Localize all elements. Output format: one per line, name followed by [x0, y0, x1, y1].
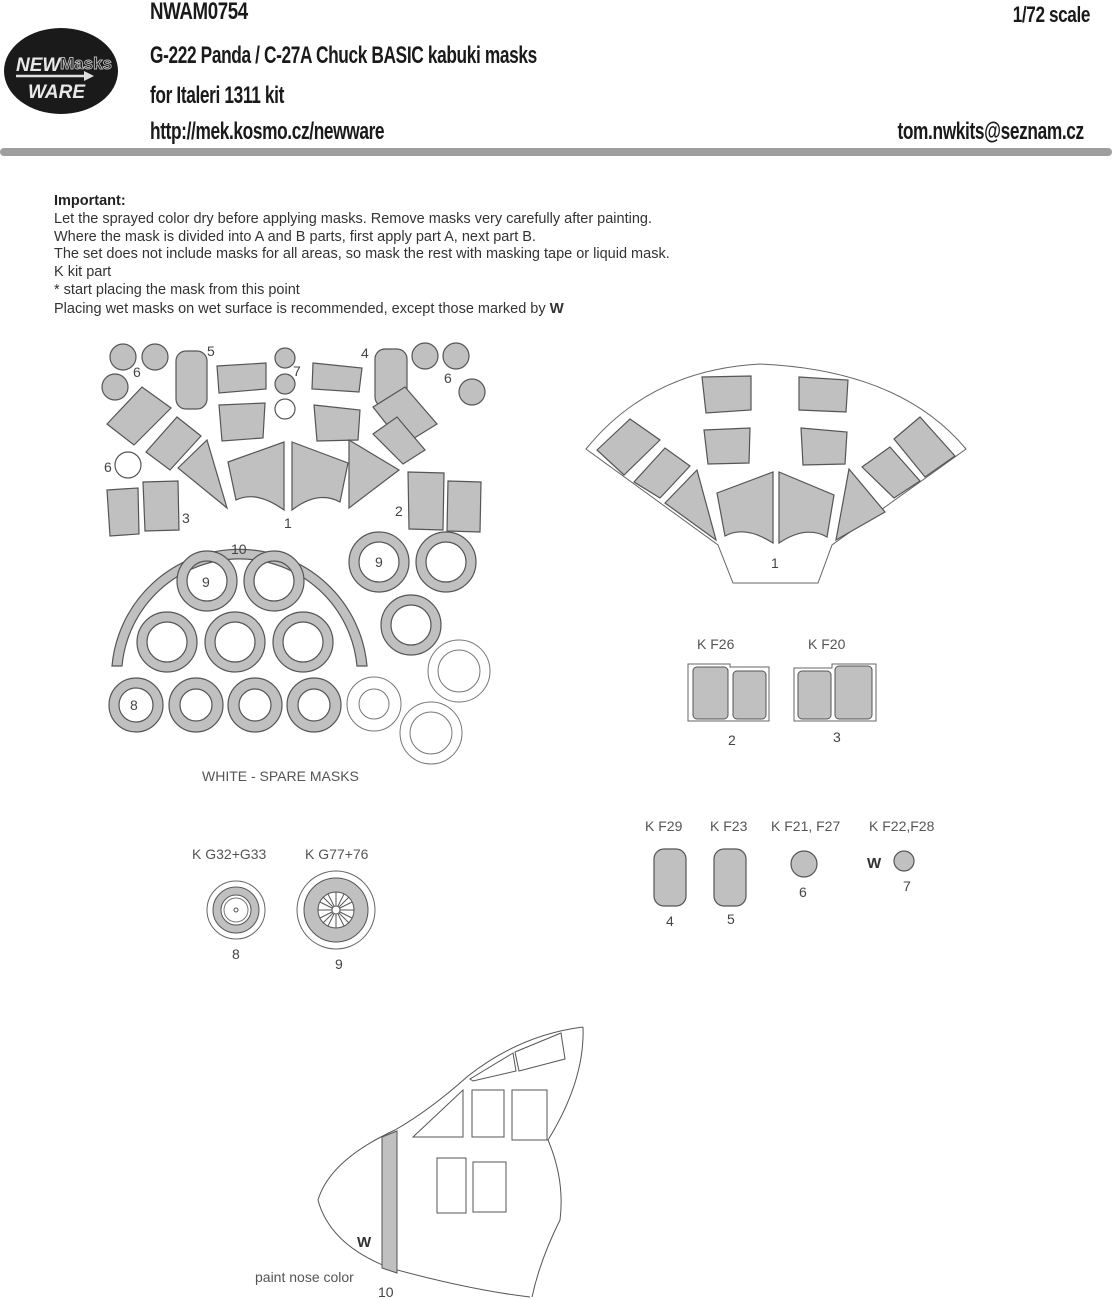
- kit-label-f23: K F23: [710, 818, 748, 834]
- mask-number-3: 3: [182, 510, 190, 526]
- note-line: The set does not include masks for all areas, so mask the rest with masking tape or liquid mask.: [54, 246, 670, 263]
- product-title: G-222 Panda / C-27A Chuck BASIC kabuki masks: [150, 42, 537, 69]
- w-symbol-icon: W: [867, 855, 880, 872]
- mask-number-9: 9: [375, 554, 383, 570]
- website-link[interactable]: http://mek.kosmo.cz/newware: [150, 118, 385, 145]
- w-symbol-icon: W: [357, 1234, 370, 1251]
- nose-mask-number-10: 10: [378, 1284, 394, 1300]
- kit-label-g32-g33: K G32+G33: [192, 846, 267, 862]
- mask-number-8: 8: [130, 697, 138, 713]
- product-code: NWAM0754: [150, 0, 248, 25]
- mask-number-7: 7: [293, 363, 301, 379]
- nose-diagram: [318, 1027, 583, 1297]
- kit-part-frames: [688, 664, 876, 721]
- note-line: * start placing the mask from this point: [54, 281, 300, 298]
- mask-number-5: 5: [207, 343, 215, 359]
- kit-label-f21-f27: K F21, F27: [771, 818, 841, 834]
- wheel-masks: [207, 871, 375, 949]
- kit-number-9: 9: [335, 956, 343, 972]
- w-symbol-icon: W: [549, 299, 562, 317]
- mask-number-6: 6: [133, 364, 141, 380]
- svg-text:WARE: WARE: [28, 82, 85, 103]
- note-line: K kit part: [54, 264, 112, 281]
- mask-number-6: 6: [104, 459, 112, 475]
- mask-number-2: 2: [395, 503, 403, 519]
- mask-number-10: 10: [231, 541, 247, 557]
- scale-label: 1/72 scale: [1012, 2, 1090, 27]
- kit-label-f26: K F26: [697, 636, 735, 652]
- mask-number-9: 9: [202, 574, 210, 590]
- mask-sheet: [102, 343, 490, 764]
- spare-masks-note: WHITE - SPARE MASKS: [202, 768, 359, 784]
- svg-text:Masks: Masks: [60, 54, 112, 73]
- kit-number-6: 6: [799, 884, 807, 900]
- mask-number-6: 6: [444, 370, 452, 386]
- kit-label-f22-f28: K F22,F28: [869, 818, 935, 834]
- note-line: Let the sprayed color dry before applying masks. Remove masks very carefully after painting.: [54, 210, 652, 227]
- kit-number-8: 8: [232, 946, 240, 962]
- kit-label-f29: K F29: [645, 818, 683, 834]
- svg-text:NEW: NEW: [16, 55, 61, 76]
- paint-nose-note: paint nose color: [255, 1269, 354, 1285]
- mask-number-1: 1: [284, 515, 292, 531]
- email-link[interactable]: tom.nwkits@seznam.cz: [897, 118, 1084, 145]
- kit-number-3: 3: [833, 729, 841, 745]
- kit-label-g77-76: K G77+76: [305, 846, 369, 862]
- windscreen-number-1: 1: [771, 555, 779, 571]
- kit-number-2: 2: [728, 732, 736, 748]
- kit-number-4: 4: [666, 913, 674, 929]
- kit-number-5: 5: [727, 911, 735, 927]
- note-line: Placing wet masks on wet surface is recommended, except those marked by W: [54, 299, 562, 317]
- notes-title: Important:: [54, 193, 126, 209]
- windscreen-diagram: [586, 364, 966, 583]
- kit-label-f20: K F20: [808, 636, 846, 652]
- kit-number-7: 7: [903, 878, 911, 894]
- kit-subtitle: for Italeri 1311 kit: [150, 82, 284, 109]
- note-line: Where the mask is divided into A and B parts, first apply part A, next part B.: [54, 228, 536, 245]
- mask-number-4: 4: [361, 345, 369, 361]
